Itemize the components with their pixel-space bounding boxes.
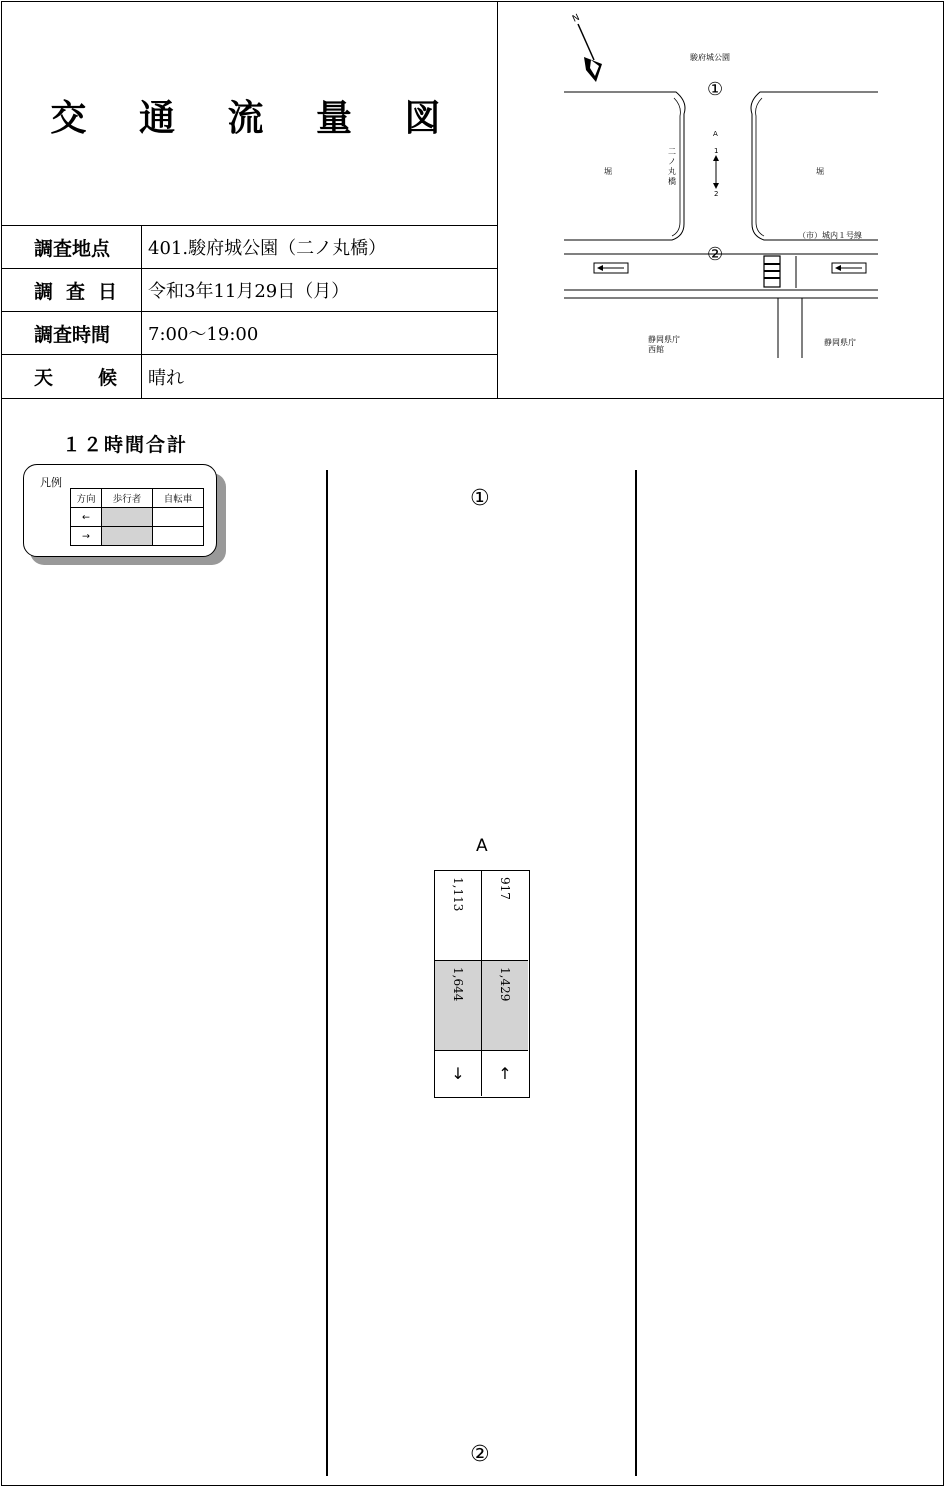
legend-title: 凡例 <box>40 476 62 489</box>
road-edge-left <box>326 470 328 1476</box>
info-label-date <box>2 269 142 311</box>
up-arrow-icon: ↑ <box>498 1064 512 1083</box>
legend-table <box>70 488 204 546</box>
info-value-date: 令和3年11月29日（月） <box>148 281 350 302</box>
building-left-label-1: 静岡県庁 <box>648 335 680 344</box>
label-char: 査 <box>65 280 85 303</box>
label-char: 天 <box>34 367 54 389</box>
info-label-weather <box>2 355 142 398</box>
label-text: 調査地点 <box>34 237 111 260</box>
legend-row-right-arrow: → <box>71 527 102 546</box>
moat-left-label: 堀 <box>604 167 612 176</box>
info-label-location <box>2 226 142 268</box>
info-row-location <box>2 226 497 269</box>
map-point-a: A <box>713 130 718 138</box>
header <box>2 2 943 399</box>
road-edge-right <box>635 470 637 1476</box>
legend-box <box>23 464 217 557</box>
pedestrian-down-cell <box>435 961 482 1051</box>
legend-bicycle-swatch <box>153 527 204 546</box>
bicycle-down-value: 1,113 <box>451 877 465 912</box>
pedestrian-up-value: 1,429 <box>498 967 512 1002</box>
road-arrow-right-icon <box>832 263 866 273</box>
legend-header-direction: 方向 <box>71 489 102 508</box>
down-arrow-icon: ↓ <box>435 1051 482 1096</box>
bridge-label-char: ノ <box>668 157 676 166</box>
building-left-label-2: 西館 <box>648 345 664 354</box>
map-node-2: ② <box>707 244 724 265</box>
moat-right-label: 堀 <box>816 167 824 176</box>
bicycle-down-cell <box>435 871 482 961</box>
map-dir-2: 2 <box>714 190 719 198</box>
crosswalk-icon <box>764 256 780 287</box>
bridge-label-char: 二 <box>668 147 676 156</box>
title-area <box>2 2 498 225</box>
north-label: N <box>571 12 582 25</box>
label-char: 調 <box>34 280 54 303</box>
legend-pedestrian-swatch <box>102 508 153 527</box>
point-a-label: A <box>476 836 488 856</box>
info-value-location: 401.駿府城公園（二ノ丸橋） <box>148 238 387 259</box>
count-grid <box>434 870 530 1098</box>
pedestrian-up-cell <box>482 961 528 1051</box>
section-title: １２時間合計 <box>62 434 189 456</box>
bridge-label-char: 丸 <box>668 167 676 176</box>
node-1-label: ① <box>470 486 490 511</box>
label-char: 候 <box>97 367 117 389</box>
traffic-diagram-area <box>2 400 943 1486</box>
legend-header-pedestrian: 歩行者 <box>102 489 153 508</box>
survey-info-table <box>2 225 498 398</box>
map-dir-1: 1 <box>714 147 719 155</box>
pedestrian-down-value: 1,644 <box>451 967 465 1002</box>
park-label: 駿府城公園 <box>690 53 730 62</box>
bicycle-up-value: 917 <box>498 877 512 900</box>
legend-bicycle-swatch <box>153 508 204 527</box>
info-row-time <box>2 312 497 355</box>
legend-pedestrian-swatch <box>102 527 153 546</box>
info-row-weather <box>2 355 497 398</box>
road-arrow-left-icon <box>594 263 628 273</box>
bicycle-up-cell <box>482 871 528 961</box>
info-value-weather: 晴れ <box>148 367 184 389</box>
survey-sheet <box>1 1 944 1486</box>
info-label-time <box>2 312 142 354</box>
north-arrow-icon <box>571 13 602 82</box>
legend-header-bicycle: 自転車 <box>153 489 204 508</box>
info-row-date <box>2 269 497 312</box>
page-title: 交 通 流 量 図 <box>50 98 461 139</box>
map-node-1: ① <box>707 79 724 100</box>
info-value-time: 7:00～19:00 <box>148 324 259 345</box>
bridge-label-char: 橋 <box>668 177 676 186</box>
label-text: 調査時間 <box>34 323 111 346</box>
map-svg <box>498 2 944 397</box>
bidirectional-arrow-icon <box>713 155 719 189</box>
label-char: 日 <box>97 280 117 303</box>
node-2-label: ② <box>470 1442 490 1467</box>
location-map <box>498 2 944 397</box>
road-label: （市）城内１号線 <box>798 231 862 240</box>
legend-row-left-arrow: ← <box>71 508 102 527</box>
building-right-label: 静岡県庁 <box>824 338 856 347</box>
